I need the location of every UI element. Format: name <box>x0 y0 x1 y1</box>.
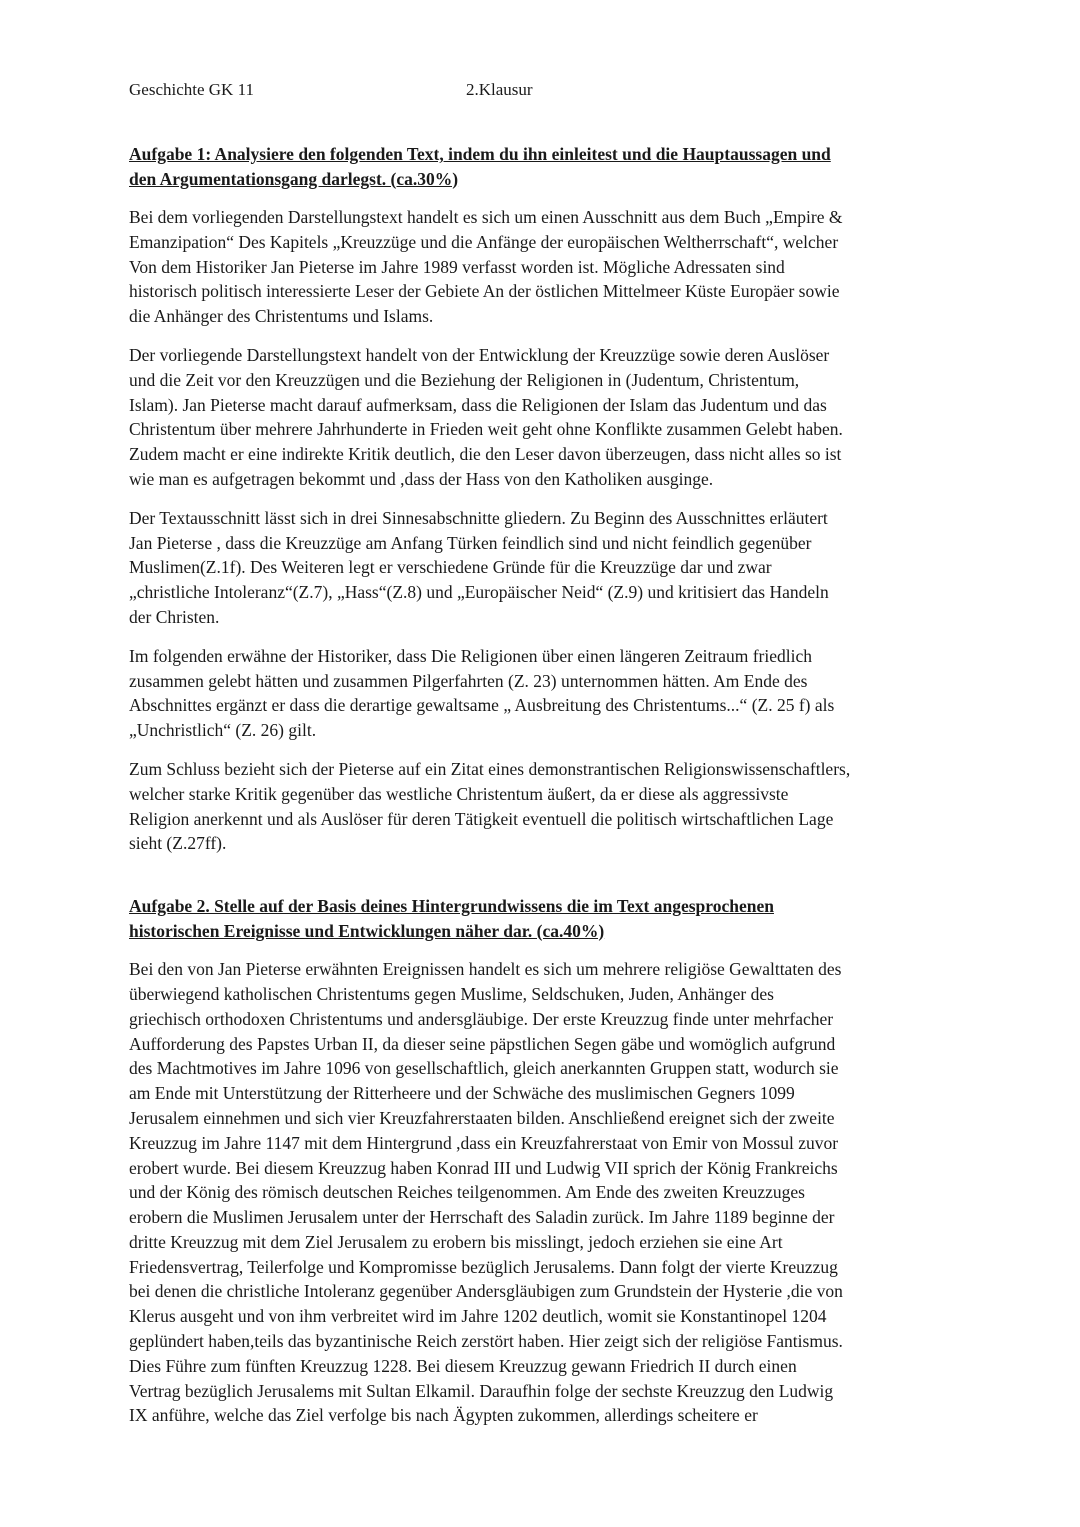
text-line: Friedensvertrag, Teilerfolge und Kompromisse bezüglich Jerusalems. Dann folgt der vierte Kreuzzug <box>129 1256 838 1277</box>
text-line: Kreuzzug im Jahre 1147 mit dem Hintergrund ,dass ein Kreuzfahrerstaat von Emir von Mossul zuvor <box>129 1132 839 1153</box>
text-line: dritte Kreuzzug mit dem Ziel Jerusalem zu erobern bis misslingt, jedoch erziehen sie eine Art <box>129 1231 783 1252</box>
text-line: Vertrag bezüglich Jerusalems mit Sultan Elkamil. Daraufhin folge der sechste Kreuzzug den Ludwig <box>129 1380 834 1401</box>
text-line: Klerus ausgeht und von ihm verbreitet wird im Jahre 1202 deutlich, womit sie Konstantinopel 1204 <box>129 1306 827 1327</box>
text-line: sieht (Z.27ff). <box>129 833 227 854</box>
text-line: historisch politisch interessierte Leser der Gebiete An der östlichen Mittelmeer Küste Europäer sowie <box>129 281 840 302</box>
course-label: Geschichte GK 11 <box>129 80 254 99</box>
text-line: Muslimen(Z.1f). Des Weiteren legt er verschiedene Gründe für die Kreuzzüge dar und zwar <box>129 557 772 578</box>
text-line: Zum Schluss bezieht sich der Pieterse auf ein Zitat eines demonstrantischen Religionswissenschaftlers, <box>129 758 851 779</box>
text-line: IX anführe, welche das Ziel verfolge bis nach Ägypten zukommen, allerdings scheitere er <box>129 1405 758 1426</box>
text-line: „christliche Intoleranz“(Z.7), „Hass“(Z.8) und „Europäischer Neid“ (Z.9) und kritisiert das Handeln <box>129 582 829 603</box>
text-line: des Machtmotives im Jahre 1096 von gesellschaftlich, gleich anerkannten Gruppen statt, wodurch sie <box>129 1058 839 1079</box>
task-1-paragraph-structure <box>129 506 959 630</box>
text-line: erobern die Muslimen Jerusalem unter der Herrschaft des Saladin zurück. Im Jahre 1189 beginne der <box>129 1207 835 1228</box>
task-1-paragraph-second-section <box>129 644 959 743</box>
text-line: und der König des römisch deutschen Reiches teilgenommen. Am Ende des zweiten Kreuzzuges <box>129 1182 805 1203</box>
text-line: Der vorliegende Darstellungstext handelt von der Entwicklung der Kreuzzüge sowie deren Auslöser <box>129 344 830 365</box>
task-1-paragraph-content <box>129 343 959 492</box>
text-line: Dies Führe zum fünften Kreuzzug 1228. Bei diesem Kreuzzug gewann Friedrich II durch einen <box>129 1355 797 1376</box>
text-line: die Anhänger des Christentums und Islams. <box>129 306 434 327</box>
text-line: Bei den von Jan Pieterse erwähnten Ereignissen handelt es sich um mehrere religiöse Gewalttaten des <box>129 959 842 980</box>
text-line: überwiegend katholischen Christentums gegen Muslime, Seldschuken, Juden, Anhänger des <box>129 983 774 1004</box>
heading-line: den Argumentationsgang darlegst. (ca.30%) <box>129 168 459 189</box>
text-line: Christentum über mehrere Jahrhunderte in Frieden weit geht ohne Konflikte zusammen Gelebt haben. <box>129 419 843 440</box>
text-line: am Ende mit Unterstützung der Ritterheere und der Schwäche des muslimischen Gegners 1099 <box>129 1083 795 1104</box>
text-line: „Unchristlich“ (Z. 26) gilt. <box>129 720 317 741</box>
text-line: Jan Pieterse , dass die Kreuzzüge am Anfang Türken feindlich sind und nicht feindlich gegenüber <box>129 532 812 553</box>
text-line: Von dem Historiker Jan Pieterse im Jahre 1989 verfasst worden ist. Mögliche Adressaten sind <box>129 256 785 277</box>
heading-line: Aufgabe 2. Stelle auf der Basis deines Hintergrundwissens die im Text angesprochenen <box>129 896 774 917</box>
text-line: griechisch orthodoxen Christentums und andersgläubige. Der erste Kreuzzug finde unter mehrfacher <box>129 1008 834 1029</box>
text-line: Bei dem vorliegenden Darstellungstext handelt es sich um einen Ausschnitt aus dem Buch „Empire & <box>129 207 843 227</box>
page-header <box>129 78 959 102</box>
text-line: Jerusalem einnehmen und sich vier Kreuzfahrerstaaten bilden. Anschließend ereignet sich der zweite <box>129 1107 835 1128</box>
text-line: der Christen. <box>129 606 220 627</box>
text-line: Zudem macht er eine indirekte Kritik deutlich, die den Leser davon überzeugen, dass nicht alles so ist <box>129 444 842 465</box>
task-2-paragraph <box>129 957 959 1428</box>
text-line: Islam). Jan Pieterse macht darauf aufmerksam, dass die Religionen der Islam das Judentum und das <box>129 394 827 415</box>
task-2-heading <box>129 894 889 943</box>
exam-label: 2.Klausur <box>466 80 533 99</box>
text-line: erobert wurde. Bei diesem Kreuzzug haben Konrad III und Ludwig VII sprich der König Frankreichs <box>129 1157 838 1178</box>
text-line: geplündert haben,teils das byzantinische Reich zerstört haben. Hier zeigt sich der religiöse Fantismus. <box>129 1331 843 1352</box>
text-line: wie man es aufgetragen bekommt und ,dass der Hass von den Katholiken ausginge. <box>129 468 714 489</box>
text-line: Abschnittes ergänzt er dass die derartige gewaltsame „ Ausbreitung des Christentums...“ (Z. 25 f) als <box>129 695 835 716</box>
text-line: Aufforderung des Papstes Urban II, da dieser seine päpstlichen Segen gäbe und womöglich aufgrund <box>129 1033 836 1054</box>
text-line: Religion anerkennt und als Auslöser für deren Tätigkeit eventuell die politisch wirtschaftlichen Lage <box>129 808 834 829</box>
text-line: und die Zeit vor den Kreuzzügen und die Beziehung der Religionen in (Judentum, Christentum, <box>129 369 800 390</box>
text-line: bei denen die christliche Intoleranz gegenüber Andersgläubigen zum Grundstein der Hysterie ,die von <box>129 1281 843 1302</box>
task-1-heading <box>129 142 949 191</box>
task-1-paragraph-conclusion <box>129 757 959 856</box>
heading-line: Aufgabe 1: Analysiere den folgenden Text, indem du ihn einleitest und die Hauptaussagen und <box>129 144 831 164</box>
document-page <box>129 78 959 1428</box>
text-line: Der Textausschnitt lässt sich in drei Sinnesabschnitte gliedern. Zu Beginn des Ausschnittes erläutert <box>129 507 828 528</box>
task-1-paragraph-intro <box>129 205 959 329</box>
heading-line: historischen Ereignisse und Entwicklungen näher dar. (ca.40%) <box>129 920 605 941</box>
text-line: welcher starke Kritik gegenüber das westliche Christentum äußert, da er diese als aggressivste <box>129 783 789 804</box>
text-line: Emanzipation“ Des Kapitels „Kreuzzüge und die Anfänge der europäischen Weltherrschaft“, welcher <box>129 231 839 252</box>
text-line: Im folgenden erwähne der Historiker, dass Die Religionen über einen längeren Zeitraum friedlich <box>129 645 813 666</box>
text-line: zusammen gelebt hätten und zusammen Pilgerfahrten (Z. 23) unternommen hätten. Am Ende des <box>129 670 808 691</box>
